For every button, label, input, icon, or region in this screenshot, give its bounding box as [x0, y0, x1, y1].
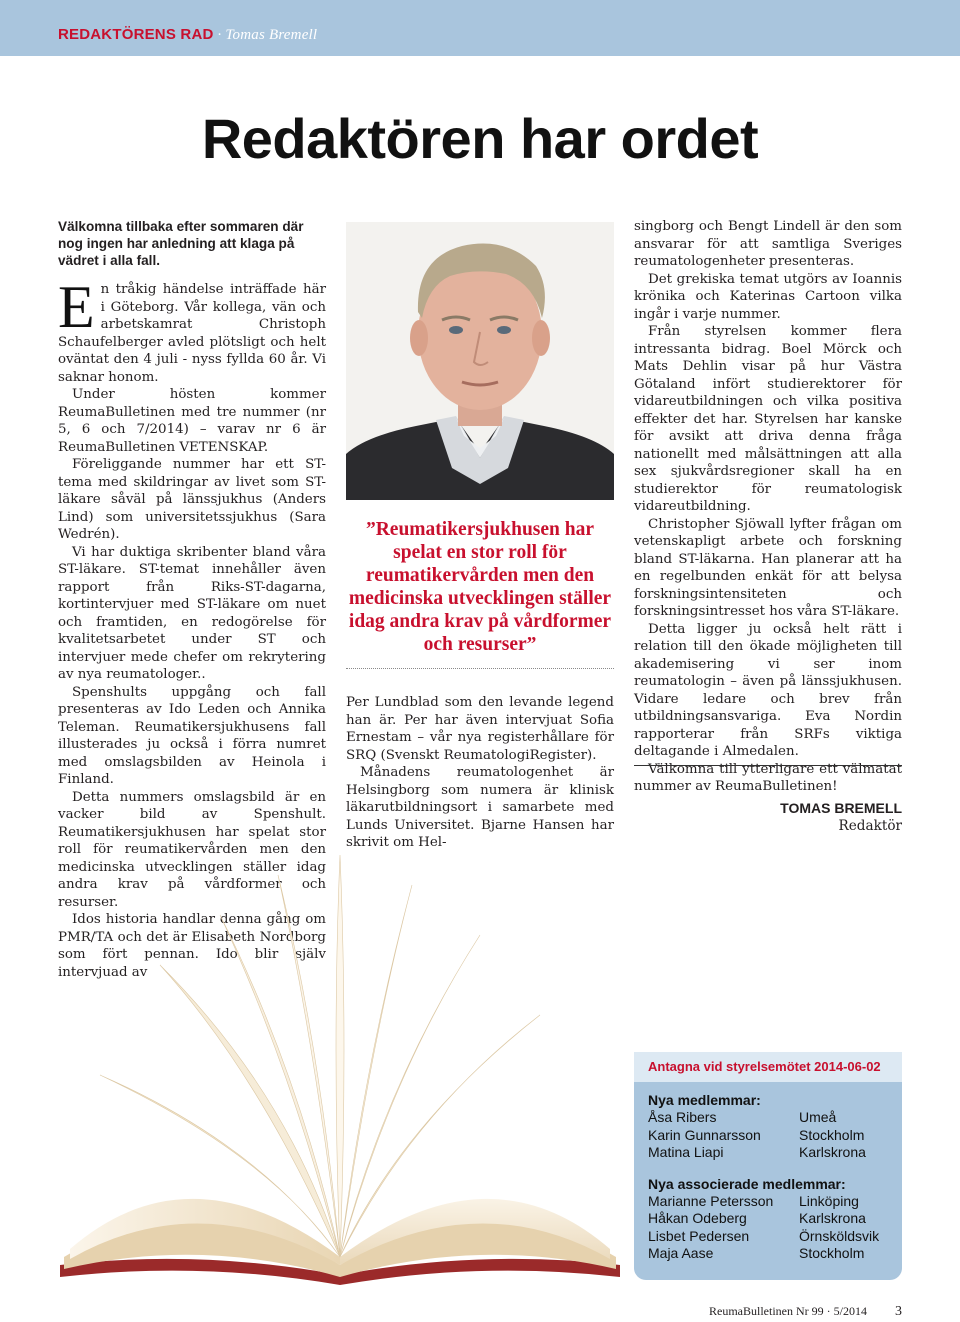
member-city: Linköping [799, 1192, 859, 1209]
portrait-illustration [346, 222, 614, 500]
group-heading: Nya medlemmar: [648, 1092, 761, 1108]
publication-info: ReumaBulletinen Nr 99 · 5/2014 [709, 1304, 867, 1318]
member-row [648, 1210, 888, 1228]
member-row [648, 1228, 888, 1246]
member-name: Maja Aase [648, 1245, 714, 1261]
paragraph: Det grekiska temat utgörs av Ioannis krönika och Katerinas Cartoon vilka ingår i varje nummer. [634, 271, 902, 322]
article-column-3 [634, 218, 902, 796]
paragraph: Välkomna till ytterligare ett välmatat nummer av ReumaBulletinen! [634, 761, 902, 794]
member-row [648, 1109, 888, 1127]
member-city: Stockholm [799, 1245, 865, 1261]
pull-quote: ”Reumatikersjukhusen har spelat en stor roll för reumatikervården men den medicinska utvecklingen ställer idag andra krav på vårdformer och resurser” [346, 518, 614, 669]
paragraph: Per Lundblad som den levande legend han är. Per har även intervjuat Sofia Ernestam – vår nya registerhållare för SRQ (Svenskt ReumatologiRegister). [346, 695, 614, 763]
signature-rule [634, 765, 902, 766]
kicker-author: Tomas Bremell [225, 27, 318, 43]
member-name: Marianne Petersson [648, 1192, 774, 1209]
member-city: Karlskrona [799, 1144, 866, 1160]
page-footer [634, 1304, 902, 1320]
paragraph: Under hösten kommer ReumaBulletinen med tre nummer (nr 5, 6 och 7/2014) – varav nr 6 är ReumaBulletinen VETENSKAP. [58, 387, 326, 455]
members-group-new [634, 1082, 902, 1162]
group-heading: Nya associerade medlemmar: [648, 1175, 846, 1192]
open-book-image [40, 845, 640, 1285]
paragraph [58, 274, 326, 386]
members-box-title: Antagna vid styrelsemötet 2014-06-02 [634, 1052, 902, 1082]
paragraph: singborg och Bengt Lindell är den som ansvarar för att samtliga Sveriges reumatologenheter presenteras. [634, 219, 902, 269]
paragraph: Från styrelsen kommer flera intressanta bidrag. Boel Mörck och Mats Dehlin visar på hur Västra Götaland infört studierektorer för vidareutbildningen och vilka positiva effekter det har. Styrelsen har kanske för avsikt att driva denna fråga nationellt med målsättningen att alla sex sjukvårdsregioner skall ha en studierektor för reumatologisk vidareutbildning. [634, 324, 902, 514]
member-row [648, 1193, 888, 1211]
member-name: Karin Gunnarsson [648, 1126, 761, 1143]
member-row [648, 1127, 888, 1145]
member-name: Matina Liapi [648, 1144, 724, 1160]
member-name: Håkan Odeberg [648, 1210, 747, 1226]
article-lead: Välkomna tillbaka efter sommaren där nog ingen har anledning att klaga på vädret i alla fall. [58, 219, 304, 268]
page-number: 3 [895, 1304, 902, 1319]
signature-role: Redaktör [838, 818, 902, 834]
member-row [648, 1144, 888, 1162]
member-name: Åsa Ribers [648, 1109, 717, 1125]
member-city: Örnsköldsvik [799, 1227, 880, 1244]
paragraph: Månadens reumatologenhet är Helsingborg som numera är klinisk läkarutbildningsort i samarbete med Lunds Universitet. Bjarne Hansen har skrivit om Hel- [346, 765, 614, 850]
signature-name: TOMAS BREMELL [780, 800, 902, 816]
members-group-associated [634, 1162, 902, 1263]
paragraph-text: n tråkig händelse inträffade här i Göteborg. Vår kollega, vän och arbetskamrat Christoph Schaufelberger avled plötsligt och helt oväntat den 4 juli - nyss fyllda 60 år. Vi saknar honom. [58, 282, 326, 385]
member-row [648, 1245, 888, 1263]
kicker-label: REDAKTÖRENS RAD [58, 26, 214, 43]
members-box [634, 1052, 902, 1280]
article-column-2 [346, 694, 614, 852]
editor-portrait [346, 222, 614, 500]
member-city: Umeå [799, 1109, 837, 1125]
book-illustration [40, 845, 640, 1285]
section-kicker [58, 26, 317, 44]
member-name: Lisbet Pedersen [648, 1227, 750, 1244]
member-city: Stockholm [799, 1126, 865, 1143]
paragraph: Christopher Sjöwall lyfter frågan om vetenskapligt arbete och forskning bland ST-läkarna. Han planerar att ha en regelbunden enkät för att belysa forskningsintensiteten och forskningsintresset hos våra ST-läkare. [634, 516, 902, 619]
kicker-separator: · [213, 27, 226, 43]
paragraph: Detta nummers omslagsbild är en vacker bild av Spenshult. Reumatikersjukhusen har spelat stor roll för reumatikervården men den medicinska utvecklingen ställer idag andra krav på vårdformer och resurser. [58, 789, 326, 910]
member-city: Karlskrona [799, 1210, 866, 1226]
paragraph: Föreliggande nummer har ett ST-tema med skildringar av livet som ST-läkare såväl på länssjukhus (Anders Lind) som universitetssjukhus (Sara Wedrén). [58, 457, 326, 542]
header-band [0, 0, 960, 56]
drop-cap: E [58, 274, 95, 340]
paragraph: Spenshults uppgång och fall presenteras av Ido Leden och Annika Teleman. Reumatikersjukhusens fall illusterades ju också i förra numret med omslagsbilden av Heinola i Finland. [58, 684, 326, 787]
paragraph: Idos historia handlar denna gång om PMR/TA och det är Elisabeth Nordborg som fört pennan. Ido blir själv intervjuad av [58, 912, 326, 980]
paragraph: Vi har duktiga skribenter bland våra ST-läkare. ST-temat innehåller även rapport från Riks-ST-dagarna, kortintervjuer med ST-läkare om nuet och framtiden, en redogörelse för kvalitetsarbetet under ST och intervjuer mede chefer om rekrytering av nya reumatologer.. [58, 544, 326, 682]
paragraph: Detta ligger ju också helt rätt i relation till den ökade möjligheten till akademisering vi ser inom reumatologin – även på länssjukhusen. Vidare ledare och brev från utbildningsansvariga. Eva Nordin rapporterar från SRFs viktiga deltagande i Almedalen. [634, 621, 902, 759]
page-title: Redaktören har ordet [201, 107, 759, 170]
